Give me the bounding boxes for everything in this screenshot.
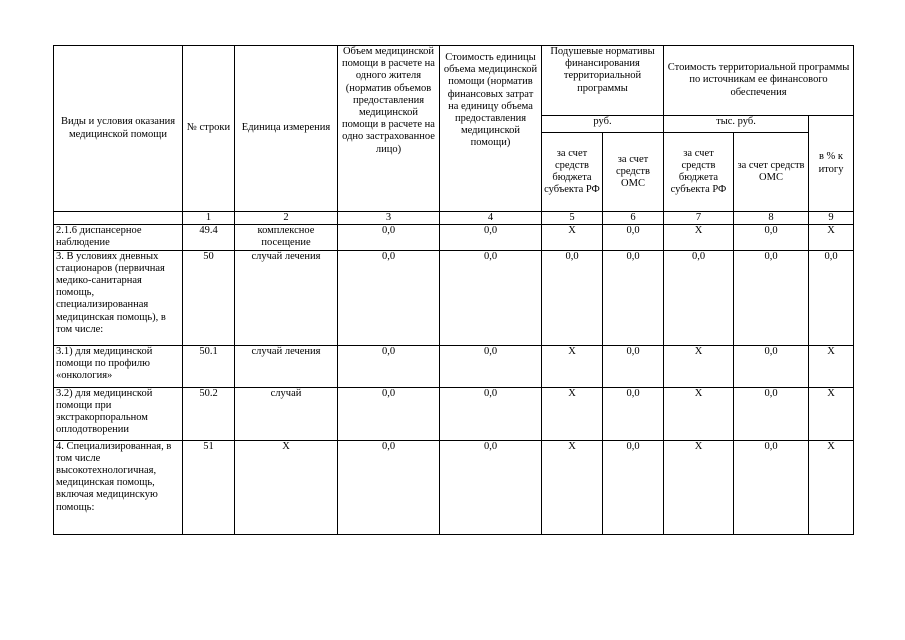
row-no: 50.1 <box>183 345 235 387</box>
column-number: 2 <box>235 212 338 225</box>
column-number: 7 <box>664 212 734 225</box>
cell-c7: Х <box>664 345 734 387</box>
cell-c4: 0,0 <box>440 345 542 387</box>
cell-c5: 0,0 <box>542 250 603 345</box>
header-oms-6: за счет средств ОМС <box>603 133 664 212</box>
cell-c6: 0,0 <box>603 387 664 440</box>
header-row-no: № строки <box>183 46 235 212</box>
cell-c3: 0,0 <box>338 225 440 250</box>
header-budget-7: за счет средств бюджета субъекта РФ <box>664 133 734 212</box>
header-kinds: Виды и условия оказания медицинской помощи <box>54 46 183 212</box>
row-unit: случай лечения <box>235 345 338 387</box>
row-name: 2.1.6 диспансерное наблюдение <box>54 225 183 250</box>
cell-c9: Х <box>809 387 854 440</box>
cell-c8: 0,0 <box>734 440 809 534</box>
cell-c8: 0,0 <box>734 225 809 250</box>
table-row <box>54 387 854 440</box>
column-number: 8 <box>734 212 809 225</box>
cell-c7: Х <box>664 440 734 534</box>
cell-c8: 0,0 <box>734 387 809 440</box>
cell-c7: Х <box>664 387 734 440</box>
cell-c3: 0,0 <box>338 440 440 534</box>
row-unit: случай <box>235 387 338 440</box>
medical-care-table <box>53 45 854 535</box>
row-unit: Х <box>235 440 338 534</box>
header-program-cost: Стоимость территориальной программы по источникам ее финансового обеспечения <box>664 46 854 116</box>
cell-c4: 0,0 <box>440 225 542 250</box>
header-cost: Стоимость единицы объема медицинской помощи (норматив финансовых затрат на единицу объема предоставления медицинской помощи) <box>440 46 542 212</box>
row-no: 49.4 <box>183 225 235 250</box>
table-row <box>54 440 854 534</box>
table-row <box>54 225 854 250</box>
table-row <box>54 345 854 387</box>
row-no: 51 <box>183 440 235 534</box>
header-rub: руб. <box>542 116 664 133</box>
header-unit: Единица измерения <box>235 46 338 212</box>
header-volume: Объем медицинской помощи в расчете на одного жителя (норматив объемов предоставления медицинской помощи в расчете на одно застрахованное лицо) <box>338 46 440 212</box>
cell-c4: 0,0 <box>440 440 542 534</box>
cell-c3: 0,0 <box>338 250 440 345</box>
column-number: 3 <box>338 212 440 225</box>
header-pct: в % к итогу <box>809 116 854 212</box>
row-unit: комплексное посещение <box>235 225 338 250</box>
column-number <box>54 212 183 225</box>
row-no: 50.2 <box>183 387 235 440</box>
header-oms-8: за счет средств ОМС <box>734 133 809 212</box>
cell-c4: 0,0 <box>440 250 542 345</box>
cell-c6: 0,0 <box>603 225 664 250</box>
row-no: 50 <box>183 250 235 345</box>
cell-c9: Х <box>809 345 854 387</box>
row-name: 4. Специализированная, в том числе высокотехнологичная, медицинская помощь, включая медицинскую помощь: <box>54 440 183 534</box>
column-numbers-row <box>54 212 854 225</box>
header-thous-rub: тыс. руб. <box>664 116 809 133</box>
cell-c7: Х <box>664 225 734 250</box>
column-number: 5 <box>542 212 603 225</box>
cell-c3: 0,0 <box>338 345 440 387</box>
row-name: 3.1) для медицинской помощи по профилю «онкология» <box>54 345 183 387</box>
cell-c5: Х <box>542 345 603 387</box>
table-row <box>54 250 854 345</box>
cell-c9: Х <box>809 225 854 250</box>
cell-c6: 0,0 <box>603 440 664 534</box>
cell-c3: 0,0 <box>338 387 440 440</box>
column-number: 6 <box>603 212 664 225</box>
cell-c6: 0,0 <box>603 250 664 345</box>
row-name: 3.2) для медицинской помощи при экстракорпоральном оплодотворении <box>54 387 183 440</box>
column-number: 1 <box>183 212 235 225</box>
cell-c9: Х <box>809 440 854 534</box>
cell-c6: 0,0 <box>603 345 664 387</box>
column-number: 9 <box>809 212 854 225</box>
cell-c5: Х <box>542 387 603 440</box>
cell-c7: 0,0 <box>664 250 734 345</box>
cell-c8: 0,0 <box>734 250 809 345</box>
cell-c9: 0,0 <box>809 250 854 345</box>
cell-c8: 0,0 <box>734 345 809 387</box>
cell-c5: Х <box>542 225 603 250</box>
column-number: 4 <box>440 212 542 225</box>
cell-c5: Х <box>542 440 603 534</box>
row-name: 3. В условиях дневных стационаров (первичная медико-санитарная помощь, специализированная медицинская помощь), в том числе: <box>54 250 183 345</box>
row-unit: случай лечения <box>235 250 338 345</box>
header-budget-5: за счет средств бюджета субъекта РФ <box>542 133 603 212</box>
header-per-capita: Подушевые нормативы финансирования территориальной программы <box>542 46 664 116</box>
cell-c4: 0,0 <box>440 387 542 440</box>
